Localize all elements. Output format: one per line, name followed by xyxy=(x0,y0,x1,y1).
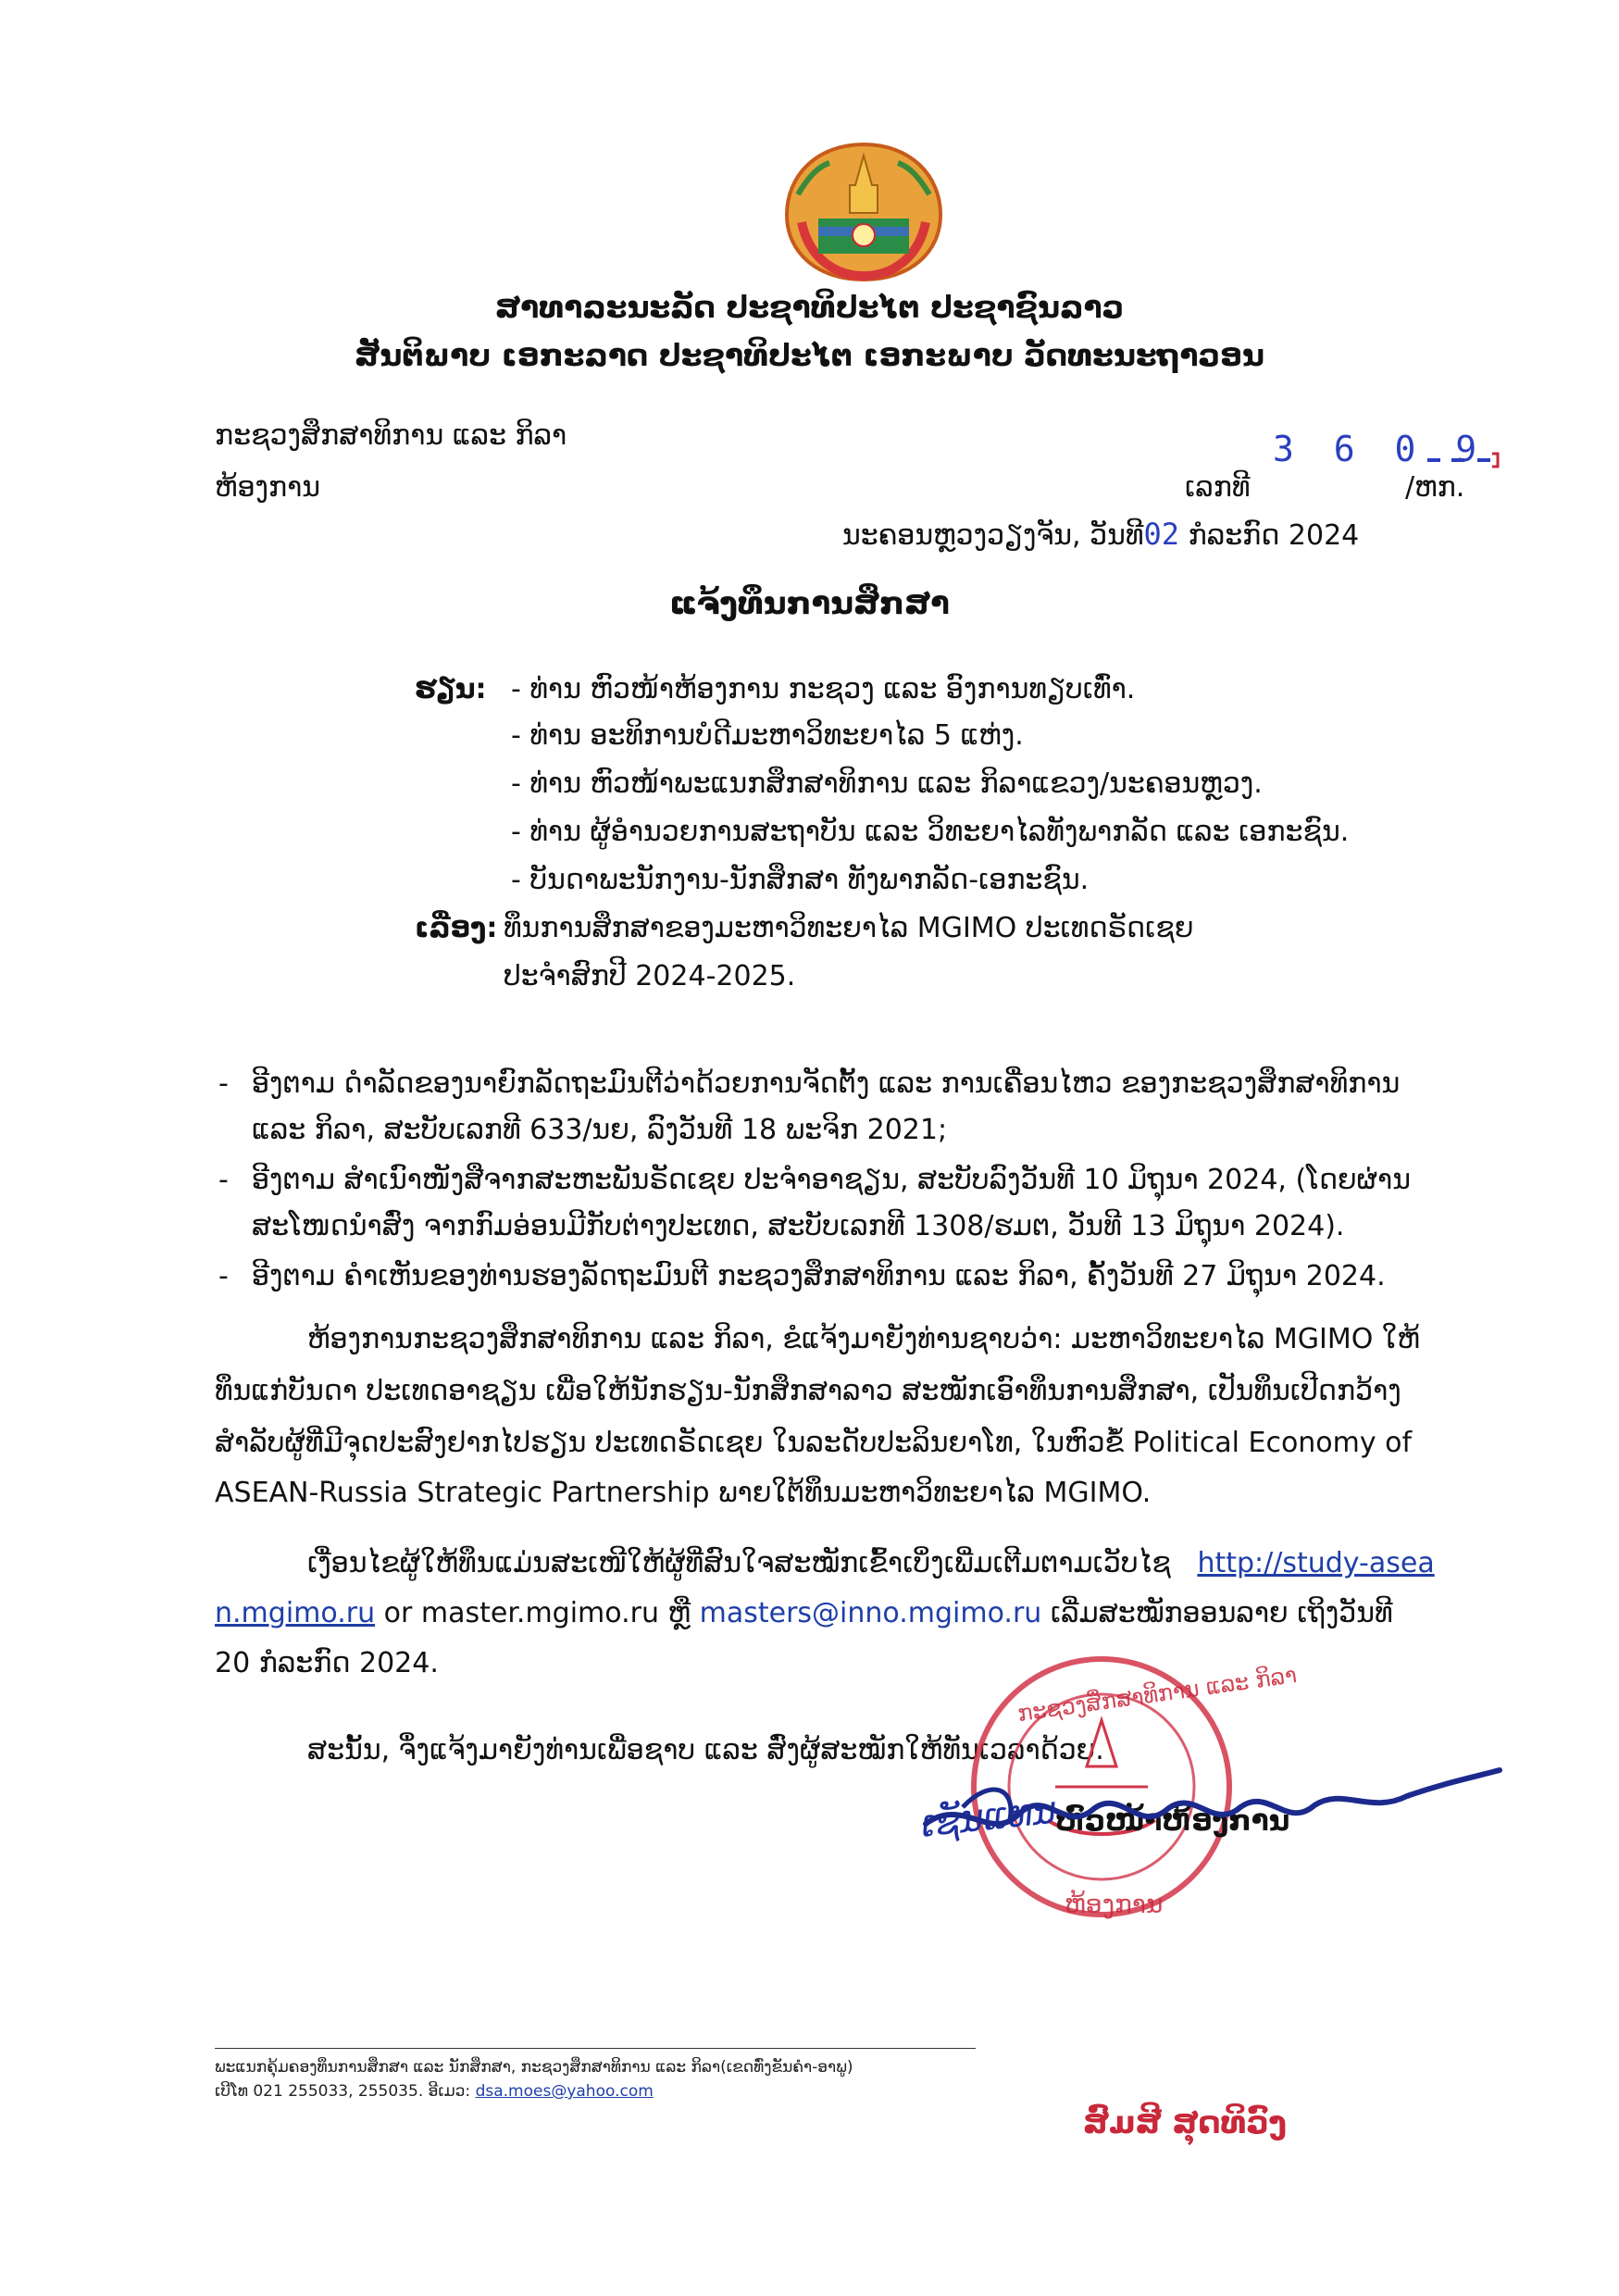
reference-text: ແລະ ກິລາ, ສະບັບເລກທີ 633/ນຍ, ລົງວັນທີ 18 ພະຈິກ 2021; xyxy=(252,1114,948,1146)
number-label: ເລກທີ xyxy=(1185,471,1251,504)
body-paragraph-line xyxy=(307,1544,1435,1583)
reference-bullet: - xyxy=(218,1067,229,1100)
recipient-item: - ທ່ານ ຜູ້ອຳນວຍການສະຖາບັນ ແລະ ວິທະຍາໄລທັງພາກລັດ ແລະ ເອກະຊົນ. xyxy=(511,816,1350,848)
body-paragraph-line: 20 ກໍລະກົດ 2024. xyxy=(215,1647,439,1679)
body-paragraph-line: ຫ້ອງການກະຊວງສຶກສາທິການ ແລະ ກິລາ, ຂໍແຈ້ງມາຍັງທ່ານຊາບວ່າ: ມະຫາວິທະຍາໄລ MGIMO ໃຫ້ xyxy=(307,1323,1420,1355)
reference-text: ອີງຕາມ ດຳລັດຂອງນາຍົກລັດຖະມົນຕີວ່າດ້ວຍການຈັດຕັ້ງ ແລະ ການເຄື່ອນໄຫວ ຂອງກະຊວງສຶກສາທິການ xyxy=(252,1067,1401,1100)
p2-end: ເລີ່ມສະໝັກອອນລາຍ ເຖິງວັນທີ xyxy=(1050,1597,1393,1629)
signature-icon xyxy=(907,1759,1509,1861)
date-prefix: ນະຄອນຫຼວງວຽງຈັນ, ວັນທີ xyxy=(842,519,1144,552)
date-line xyxy=(842,515,1359,555)
reference-bullet: - xyxy=(218,1260,229,1292)
number-suffix: /ຫກ. xyxy=(1405,471,1465,504)
recipients-label: ຮຽນ: xyxy=(415,673,487,705)
stamp-bottom-text: ຫ້ອງການ xyxy=(1065,1889,1164,1919)
handwritten-on-behalf: ເຊັນແທນ xyxy=(918,1789,1059,1846)
study-asean-link-continued[interactable]: n.mgimo.ru xyxy=(215,1597,376,1629)
ministry-name: ກະຊວງສຶກສາທິການ ແລະ ກິລາ xyxy=(215,419,567,452)
number-dashes xyxy=(1426,452,1500,468)
signatory-position: ຫົວໜ້າຫ້ອງການ xyxy=(1055,1804,1290,1838)
office-name: ຫ້ອງການ xyxy=(215,471,321,504)
recipient-item: - ບັນດາພະນັກງານ-ນັກສຶກສາ ທັງພາກລັດ-ເອກະຊົນ. xyxy=(511,864,1090,896)
footer-address: ພະແນກຄຸ້ມຄອງທຶນການສຶກສາ ແລະ ນັກສຶກສາ, ກະຊວງສຶກສາທິການ ແລະ ກິລາ(ເຂດທົ່ງຂັນຄຳ-ອາພູ) xyxy=(215,2058,853,2077)
country-name: ສາທາລະນະລັດ ປະຊາທິປະໄຕ ປະຊາຊົນລາວ xyxy=(494,289,1125,325)
body-paragraph-line: ສຳລັບຜູ້ທີ່ມີຈຸດປະສົງຢາກໄປຮຽນ ປະເທດຣັດເຊຍ ໃນລະດັບປະລິນຍາໂທ, ໃນຫົວຂໍ້ Political Economy of xyxy=(215,1427,1413,1459)
recipient-item: - ທ່ານ ຫົວໜ້າພະແນກສຶກສາທິການ ແລະ ກິລາແຂວງ/ນະຄອນຫຼວງ. xyxy=(511,767,1263,800)
reference-text: ອີງຕາມ ຄຳເຫັນຂອງທ່ານຮອງລັດຖະມົນຕີ ກະຊວງສຶກສາທິການ ແລະ ກິລາ, ຄັ້ງວັນທີ 27 ມິຖຸນາ 2024. xyxy=(252,1260,1386,1292)
footer-divider xyxy=(215,2048,976,2049)
study-asean-link[interactable]: http://study-asea xyxy=(1197,1547,1435,1579)
document-title: ແຈ້ງທຶນການສຶກສາ xyxy=(669,585,950,622)
stamp-text: ກະຊວງສຶກສາທິການ ແລະ ກິລາ xyxy=(1015,1661,1299,1728)
reference-text: ສະໂໜດນຳສົ່ງ ຈາກກົມອ່ອນມີກັບຕ່າງປະເທດ, ສະບັບເລກທີ 1308/ຮມຕ, ວັນທີ 13 ມິຖຸນາ 2024). xyxy=(252,1210,1345,1242)
document-number: 3 6 0 9 xyxy=(1273,429,1487,469)
body-paragraph-line: ທຶນແກ່ບັນດາ ປະເທດອາຊຽນ ເພື່ອໃຫ້ນັກຮຽນ-ນັກສຶກສາລາວ ສະໝັກເອົາທຶນການສຶກສາ, ເປັນທຶນເປີດກວ້າງ xyxy=(215,1375,1401,1407)
reference-text: ອີງຕາມ ສຳເນົາໜັງສືຈາກສະຫະພັນຣັດເຊຍ ປະຈຳອາຊຽນ, ສະບັບລົງວັນທີ 10 ມິຖຸນາ 2024, (ໂດຍຜ່ານ xyxy=(252,1164,1411,1196)
p2-mid: or master.mgimo.ru ຫຼື xyxy=(383,1597,691,1629)
subject-label: ເລື່ອງ: xyxy=(415,912,498,944)
footer-phone: ເບີໂທ 021 255033, 255035. ອີເມວ: xyxy=(215,2082,471,2101)
masters-email-link[interactable]: masters@inno.mgimo.ru xyxy=(699,1597,1042,1629)
date-day: 02 xyxy=(1143,517,1180,552)
national-motto: ສັນຕິພາບ ເອກະລາດ ປະຊາທິປະໄຕ ເອກະພາບ ວັດທະນະຖາວອນ xyxy=(354,337,1265,373)
reference-bullet: - xyxy=(218,1164,229,1196)
recipient-item: - ທ່ານ ອະທິການບໍດີມະຫາວິທະຍາໄລ 5 ແຫ່ງ. xyxy=(511,719,1024,752)
subject-line2: ປະຈຳສົກປີ 2024-2025. xyxy=(504,960,796,992)
recipient-item: - ທ່ານ ຫົວໜ້າຫ້ອງການ ກະຊວງ ແລະ ອົງການທຽບເທົ່າ. xyxy=(511,673,1136,705)
footer-contact xyxy=(215,2079,654,2103)
signatory-name: ສົມສີ ສຸດທິວົງ xyxy=(1083,2104,1288,2141)
national-emblem-icon xyxy=(781,139,946,285)
body-paragraph-line xyxy=(215,1594,1393,1633)
body-paragraph-line: ASEAN-Russia Strategic Partnership ພາຍໃຕ້ທຶນມະຫາວິທະຍາໄລ MGIMO. xyxy=(215,1477,1152,1509)
footer-email-link[interactable]: dsa.moes@yahoo.com xyxy=(475,2082,654,2101)
p2-start: ເງື່ອນໄຂຜູ້ໃຫ້ທຶນແມ່ນສະເໜີໃຫ້ຜູ້ທີ່ສົນໃຈສະໝັກເຂົ້າເບິ່ງເພີ່ມເຕີມຕາມເວັບໄຊ xyxy=(307,1547,1171,1579)
subject-line1: ທຶນການສຶກສາຂອງມະຫາວິທະຍາໄລ MGIMO ປະເທດຣັດເຊຍ xyxy=(504,912,1194,944)
closing-paragraph: ສະນັ້ນ, ຈຶ່ງແຈ້ງມາຍັງທ່ານເພື່ອຊາບ ແລະ ສົ່ງຜູ້ສະໝັກໃຫ້ທັນເວລາດ້ວຍ. xyxy=(307,1734,1104,1766)
date-suffix: ກໍລະກົດ 2024 xyxy=(1188,519,1360,552)
